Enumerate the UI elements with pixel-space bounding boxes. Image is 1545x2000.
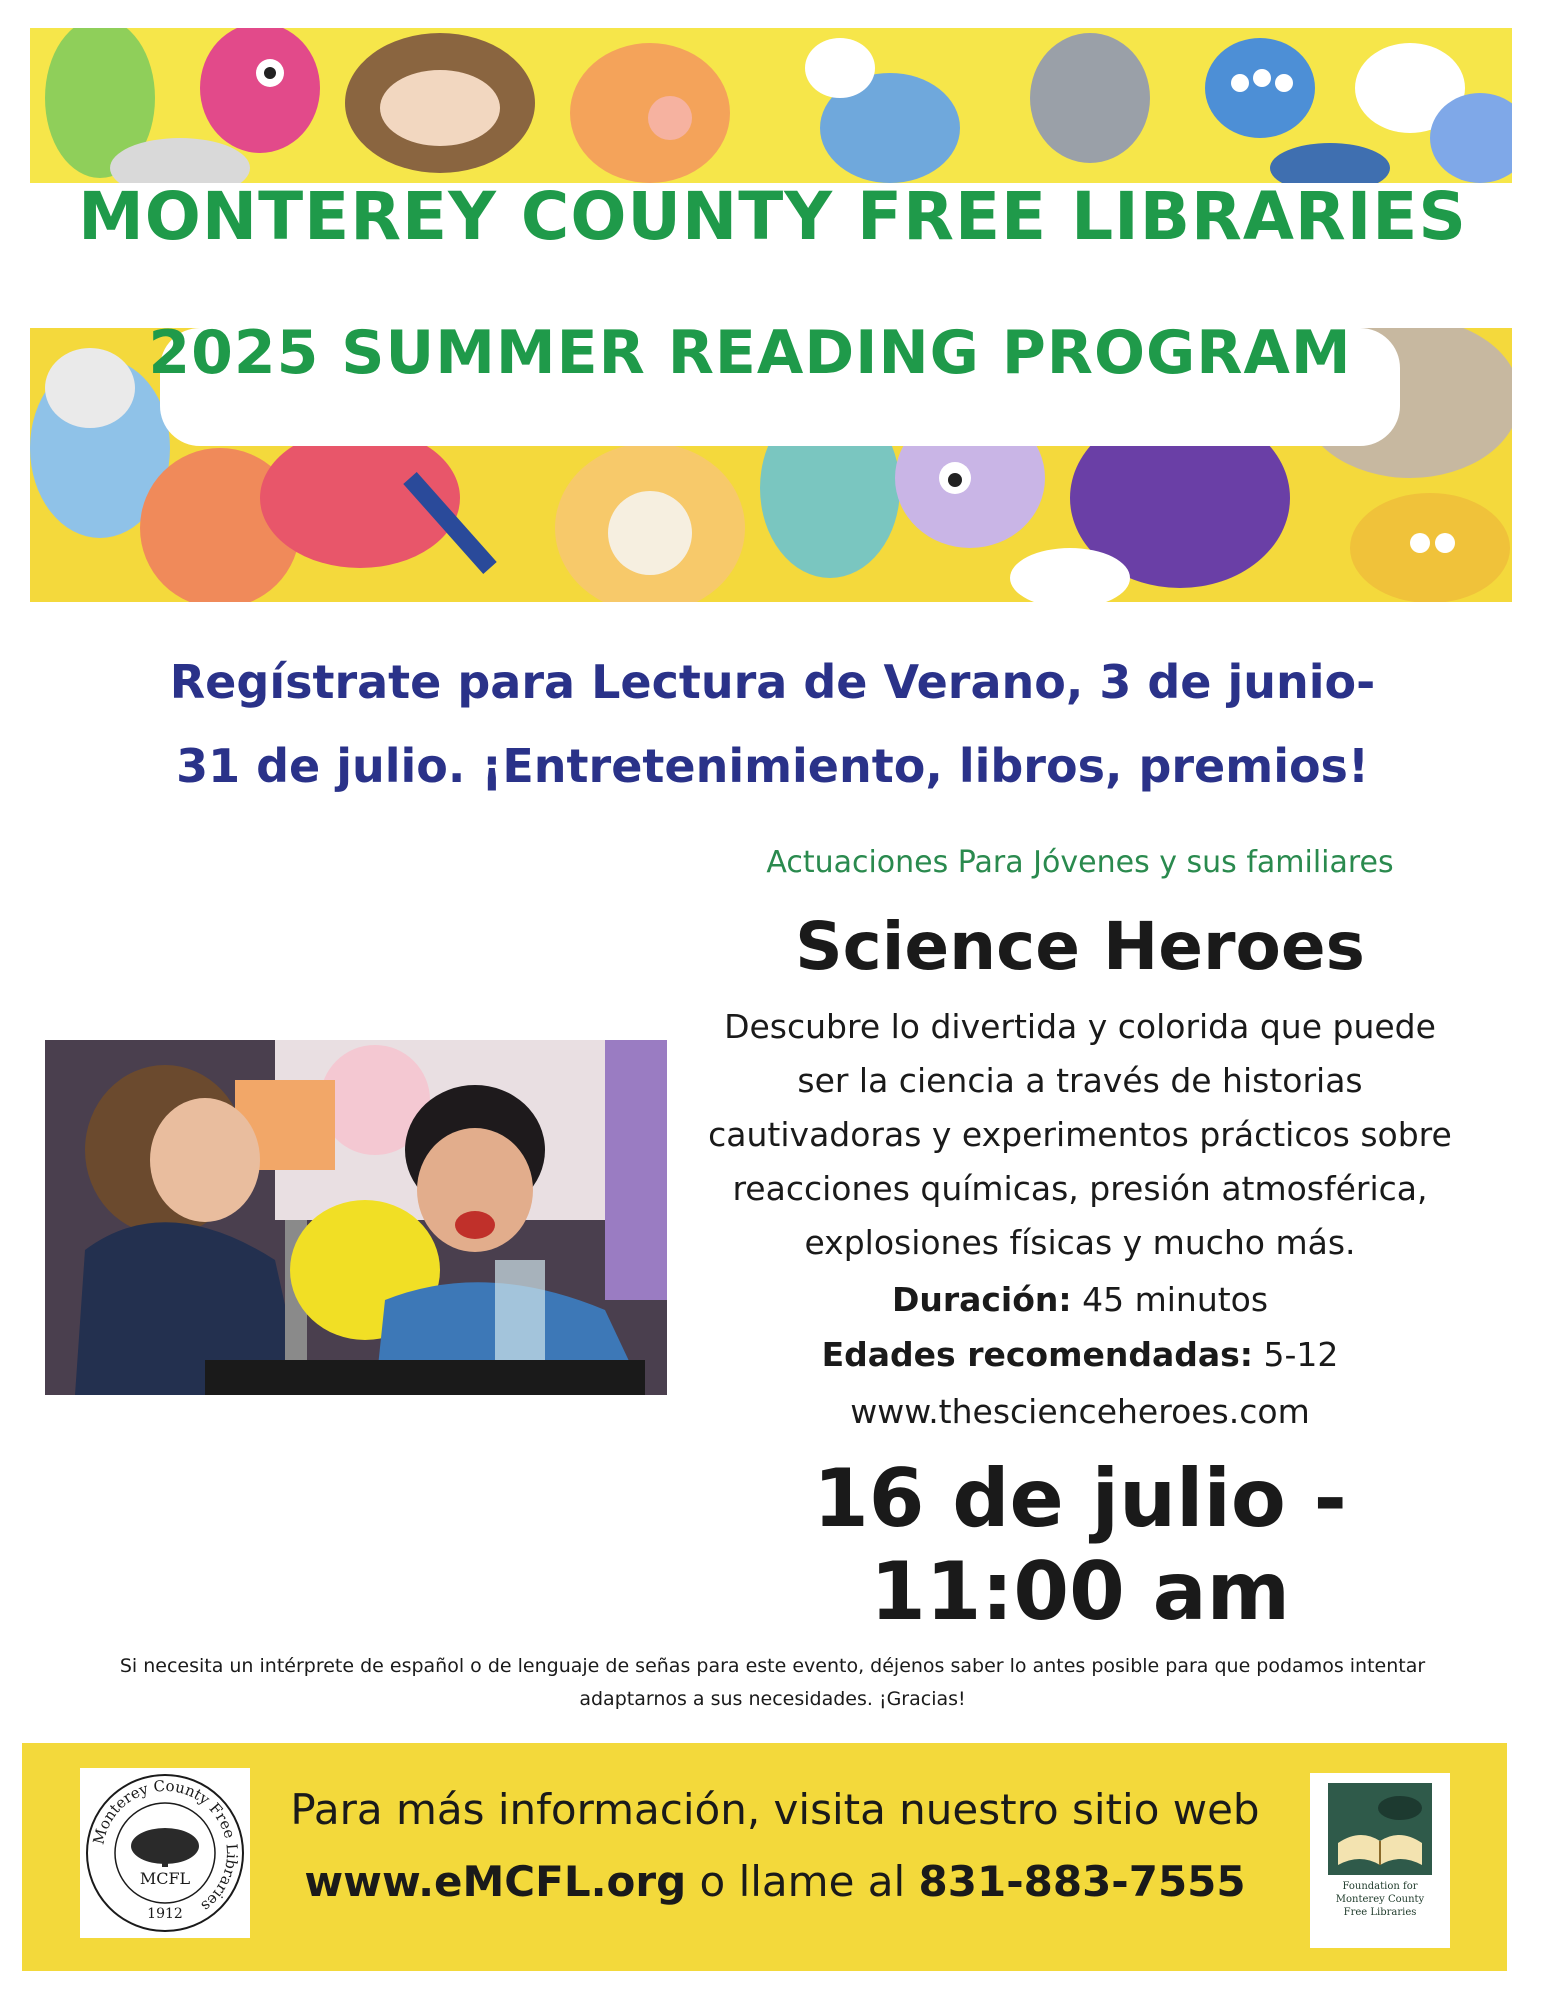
header-banner bbox=[30, 28, 1512, 602]
event-website: www.thescienceheroes.com bbox=[850, 1392, 1310, 1431]
foundation-logo bbox=[1310, 1773, 1450, 1948]
event-description bbox=[680, 1000, 1480, 1270]
event-datetime: 16 de julio - 11:00 am bbox=[813, 1452, 1347, 1638]
interpreter-notice bbox=[40, 1650, 1505, 1716]
event-ages bbox=[695, 1335, 1465, 1374]
registration-line-2: 31 de julio. ¡Entretenimiento, libros, premios! bbox=[176, 739, 1369, 793]
svg-text:1912: 1912 bbox=[147, 1906, 183, 1922]
footer-contact bbox=[250, 1857, 1300, 1906]
duration-label: Duración: bbox=[891, 1280, 1072, 1319]
footer-info-text: Para más información, visita nuestro sitio web bbox=[290, 1785, 1260, 1834]
svg-text:MCFL: MCFL bbox=[139, 1869, 191, 1888]
footer-connector: o llame al bbox=[686, 1857, 919, 1906]
registration-line-1: Regístrate para Lectura de Verano, 3 de junio- bbox=[169, 655, 1376, 709]
description-line: ser la ciencia a través de historias bbox=[797, 1061, 1363, 1100]
foundation-name: Foundation for Monterey County Free Libraries bbox=[1335, 1881, 1425, 1918]
event-duration bbox=[695, 1280, 1465, 1319]
event-title: Science Heroes bbox=[795, 908, 1365, 985]
mcfl-logo bbox=[80, 1768, 250, 1938]
banner-illustration-top bbox=[30, 28, 1512, 183]
svg-text:Monterey County Free Libraries: Monterey County Free Libraries bbox=[89, 1776, 242, 1916]
ages-label: Edades recomendadas: bbox=[821, 1335, 1253, 1374]
description-line: reacciones químicas, presión atmosférica, bbox=[732, 1169, 1428, 1208]
event-photo bbox=[45, 1040, 667, 1395]
footer-phone[interactable]: 831-883-7555 bbox=[918, 1857, 1246, 1906]
program-title: MONTEREY COUNTY FREE LIBRARIES bbox=[78, 178, 1467, 255]
event-subheading: Actuaciones Para Jóvenes y sus familiares bbox=[766, 845, 1394, 880]
ages-value: 5-12 bbox=[1263, 1335, 1339, 1374]
program-subtitle: 2025 SUMMER READING PROGRAM bbox=[148, 318, 1352, 388]
description-line: cautivadoras y experimentos prácticos sobre bbox=[708, 1115, 1452, 1154]
notice-line-2: adaptarnos a sus necesidades. ¡Gracias! bbox=[579, 1688, 966, 1710]
registration-headline bbox=[40, 640, 1505, 808]
description-line: Descubre lo divertida y colorida que puede bbox=[724, 1007, 1436, 1046]
description-line: explosiones físicas y mucho más. bbox=[804, 1223, 1356, 1262]
duration-value: 45 minutos bbox=[1082, 1280, 1269, 1319]
notice-line-1: Si necesita un intérprete de español o de lenguaje de señas para este evento, déjenos saber lo antes posible para que podamos intentar bbox=[119, 1655, 1426, 1677]
footer-website-link[interactable]: www.eMCFL.org bbox=[304, 1857, 687, 1906]
